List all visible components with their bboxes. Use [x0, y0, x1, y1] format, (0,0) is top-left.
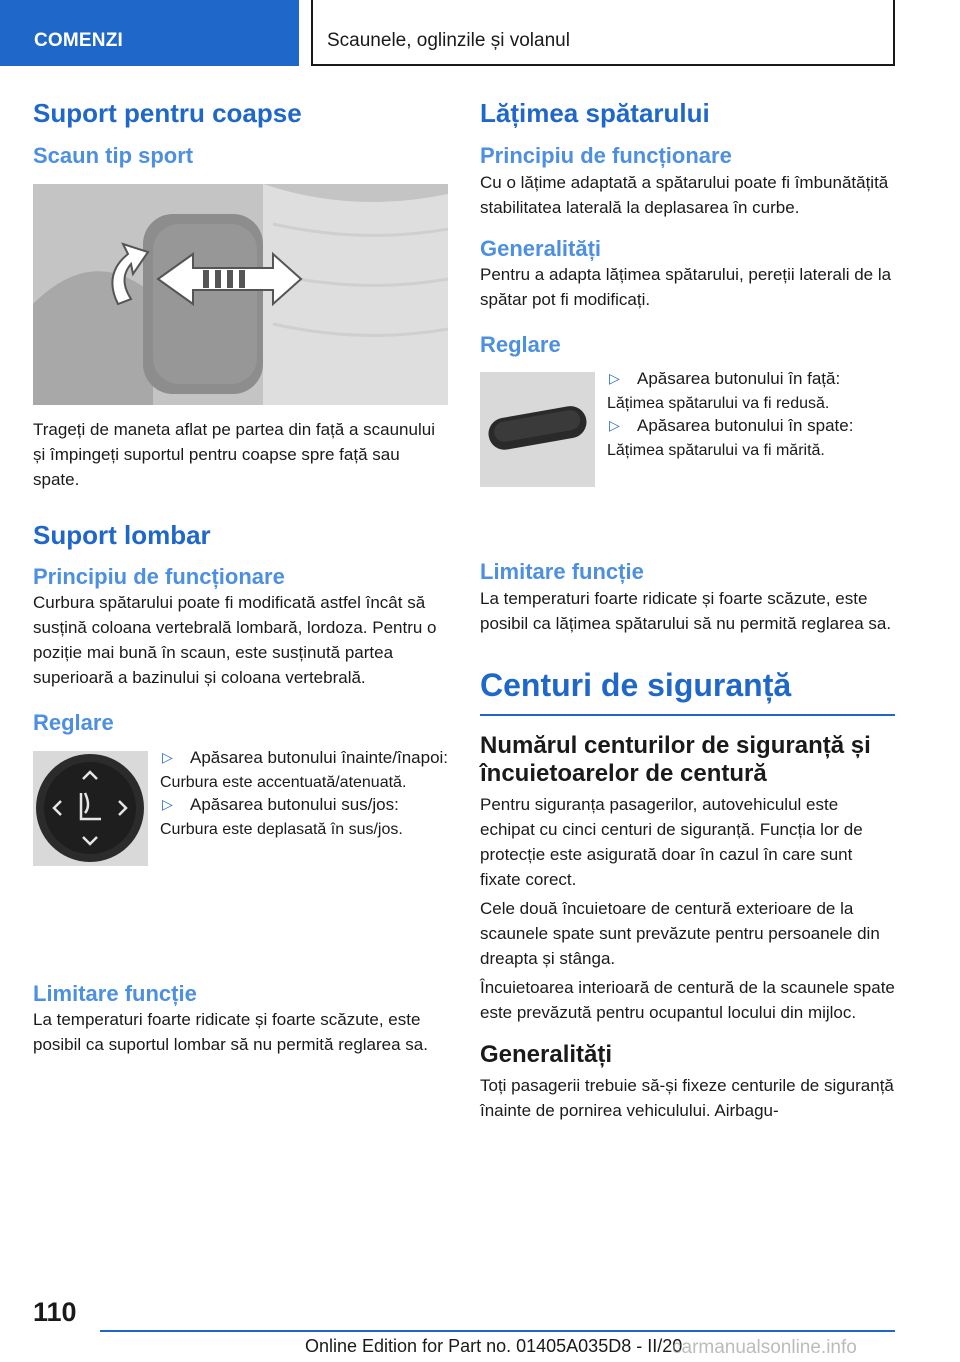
- width-result-2: Lățimea spătarului va fi mărită.: [607, 442, 825, 460]
- section-label: COMENZI: [34, 30, 124, 51]
- chapter-tab: [311, 0, 895, 66]
- width-step-1-text: Apăsarea butonului în față:: [637, 369, 841, 389]
- edition-text: Online Edition for Part no. 01405A035D8 - II/20: [305, 1336, 683, 1356]
- step-marker-icon: ▷: [162, 795, 173, 812]
- footer-rule: [100, 1330, 895, 1332]
- belt-count-text-2: Cele două încuietoare de centură exterioare de la scaunele spate sunt prevăzute pentru persoanele din dreapta și stânga.: [480, 899, 880, 969]
- width-principle-text: Cu o lățime adaptată a spătarului poate fi îmbunătățită stabilitatea laterală la deplasarea în curbe.: [480, 172, 889, 217]
- belts-general-text: Toți pasagerii trebuie să-și fixeze centurile de siguranță înainte de pornirea vehiculului. Airbagu-: [480, 1076, 894, 1121]
- width-button-photo: [480, 372, 595, 487]
- width-result-1: Lățimea spătarului va fi redusă.: [607, 395, 830, 413]
- width-general-heading: Generalități: [480, 235, 602, 261]
- step-marker-icon: ▷: [609, 417, 620, 434]
- lumbar-heading: Suport lombar: [33, 519, 211, 550]
- width-principle-heading: Principiu de funcționare: [480, 143, 732, 169]
- width-adjust-block: [480, 369, 895, 547]
- width-button-drawing: [480, 372, 595, 487]
- lumbar-step-1: [160, 745, 450, 770]
- seat-drawing: [33, 184, 448, 405]
- belts-general-heading: Generalități: [480, 1041, 613, 1069]
- lumbar-step-1-text: Apăsarea butonului înainte/înapoi:: [190, 747, 449, 767]
- thigh-support-heading: Suport pentru coapse: [33, 98, 302, 128]
- width-general-text: Pentru a adapta lățimea spătarului, pereții laterali de la spătar pot fi modificați.: [480, 264, 892, 309]
- sport-seat-heading: Scaun tip sport: [33, 143, 194, 169]
- width-step-2: [607, 413, 897, 438]
- section-tab: [0, 0, 299, 66]
- belt-count-heading: Numărul centurilor de siguranță și încuietoarelor de centură: [480, 732, 871, 788]
- step-marker-icon: ▷: [609, 370, 620, 387]
- site-watermark: carmanualsonline.info: [672, 1337, 857, 1358]
- step-marker-icon: ▷: [162, 748, 173, 765]
- width-step-1: [607, 366, 897, 391]
- thigh-support-text: Trageți de maneta aflat pe partea din față a scaunului și împingeți suportul pentru coapse spre față sau spate.: [33, 419, 435, 489]
- belt-count-text-1: Pentru siguranța pasagerilor, autovehiculul este echipat cu cinci centuri de siguranță. Funcția lor de protecție este asigurată doar în cazul în care sunt fixate corect.: [480, 795, 863, 890]
- lumbar-limit-heading: Limitare funcție: [33, 980, 197, 1006]
- lumbar-adjust-heading: Reglare: [33, 710, 114, 736]
- width-limit-heading: Limitare funcție: [480, 559, 644, 585]
- lumbar-control-drawing: [33, 751, 148, 866]
- width-steps: [607, 366, 897, 460]
- width-limit-text: La temperaturi foarte ridicate și foarte scăzute, este posibil ca lățimea spătarului să nu permită reglarea sa.: [480, 588, 892, 633]
- thigh-support-illustration: [33, 184, 448, 405]
- page-number: 110: [33, 1297, 77, 1327]
- lumbar-principle-text: Curbura spătarului poate fi modificată astfel încât să susțină coloana vertebrală lombară, lordoza. Pentru o poziție mai bună în scaun, este susținută partea superioară a bazinului și coloana vertebrală.: [33, 593, 437, 688]
- seat-belts-heading: Centuri de siguranță: [480, 666, 792, 703]
- right-column: [480, 98, 895, 1123]
- width-step-2-text: Apăsarea butonului în spate:: [637, 416, 854, 436]
- lumbar-limit-text: La temperaturi foarte ridicate și foarte scăzute, este posibil ca suportul lombar să nu permită reglarea sa.: [33, 1009, 428, 1054]
- lumbar-step-2-text: Apăsarea butonului sus/jos:: [190, 794, 399, 814]
- backrest-width-heading: Lățimea spătarului: [480, 98, 710, 128]
- lumbar-principle-heading: Principiu de funcționare: [33, 563, 285, 589]
- lumbar-result-1: Curbura este accentuată/atenuată.: [160, 773, 407, 791]
- left-column: [33, 98, 448, 1057]
- belt-count-text-3: Încuietoarea interioară de centură de la scaunele spate este prevăzută pentru ocupantul locului din mijloc.: [480, 978, 895, 1023]
- heading-rule: [480, 714, 895, 716]
- lumbar-step-2: [160, 792, 450, 817]
- width-adjust-heading: Reglare: [480, 331, 561, 357]
- chapter-label: Scaunele, oglinzile și volanul: [327, 30, 570, 51]
- lumbar-adjust-block: [33, 747, 449, 971]
- lumbar-steps: [160, 745, 450, 839]
- lumbar-result-2: Curbura este deplasată în sus/jos.: [160, 820, 403, 838]
- lumbar-button-photo: [33, 751, 148, 866]
